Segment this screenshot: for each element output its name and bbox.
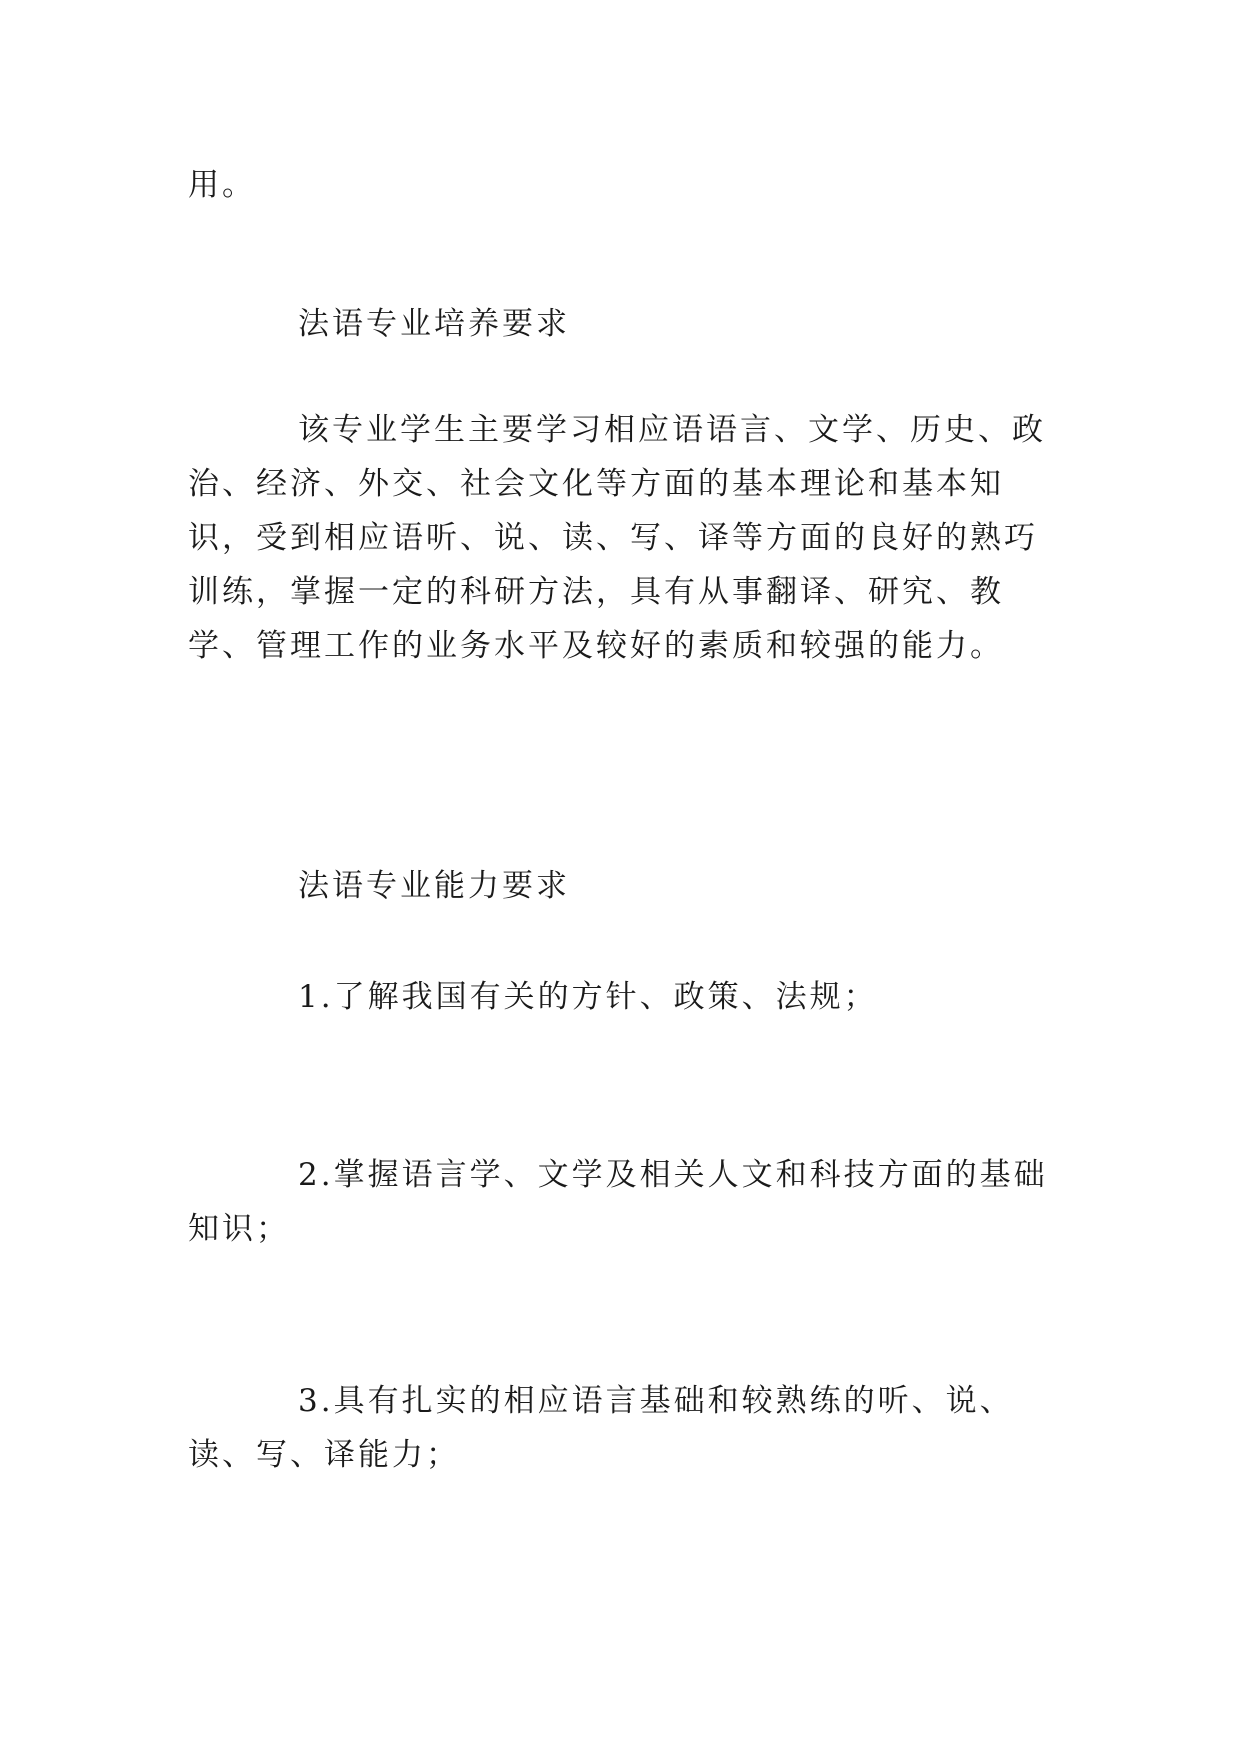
list-item-ability-1: 1.了解我国有关的方针、政策、法规； (298, 979, 878, 1015)
section-heading-training-requirements: 法语专业培养要求 (298, 306, 570, 342)
list-item-ability-3: 3.具有扎实的相应语言基础和较熟练的听、说、读、写、译能力； (188, 1383, 1014, 1473)
paragraph-continuation: 用。 (188, 167, 256, 203)
section-heading-ability-requirements: 法语专业能力要求 (298, 868, 570, 904)
paragraph-training-requirements: 该专业学生主要学习相应语语言、文学、历史、政治、经济、外交、社会文化等方面的基本理论和基本知识，受到相应语听、说、读、写、译等方面的良好的熟巧训练，掌握一定的科研方法，具有从事翻译、研究、教学、管理工作的业务水平及较好的素质和较强的能力。 (188, 412, 1046, 664)
list-item-ability-2: 2.掌握语言学、文学及相关人文和科技方面的基础知识； (188, 1157, 1048, 1247)
